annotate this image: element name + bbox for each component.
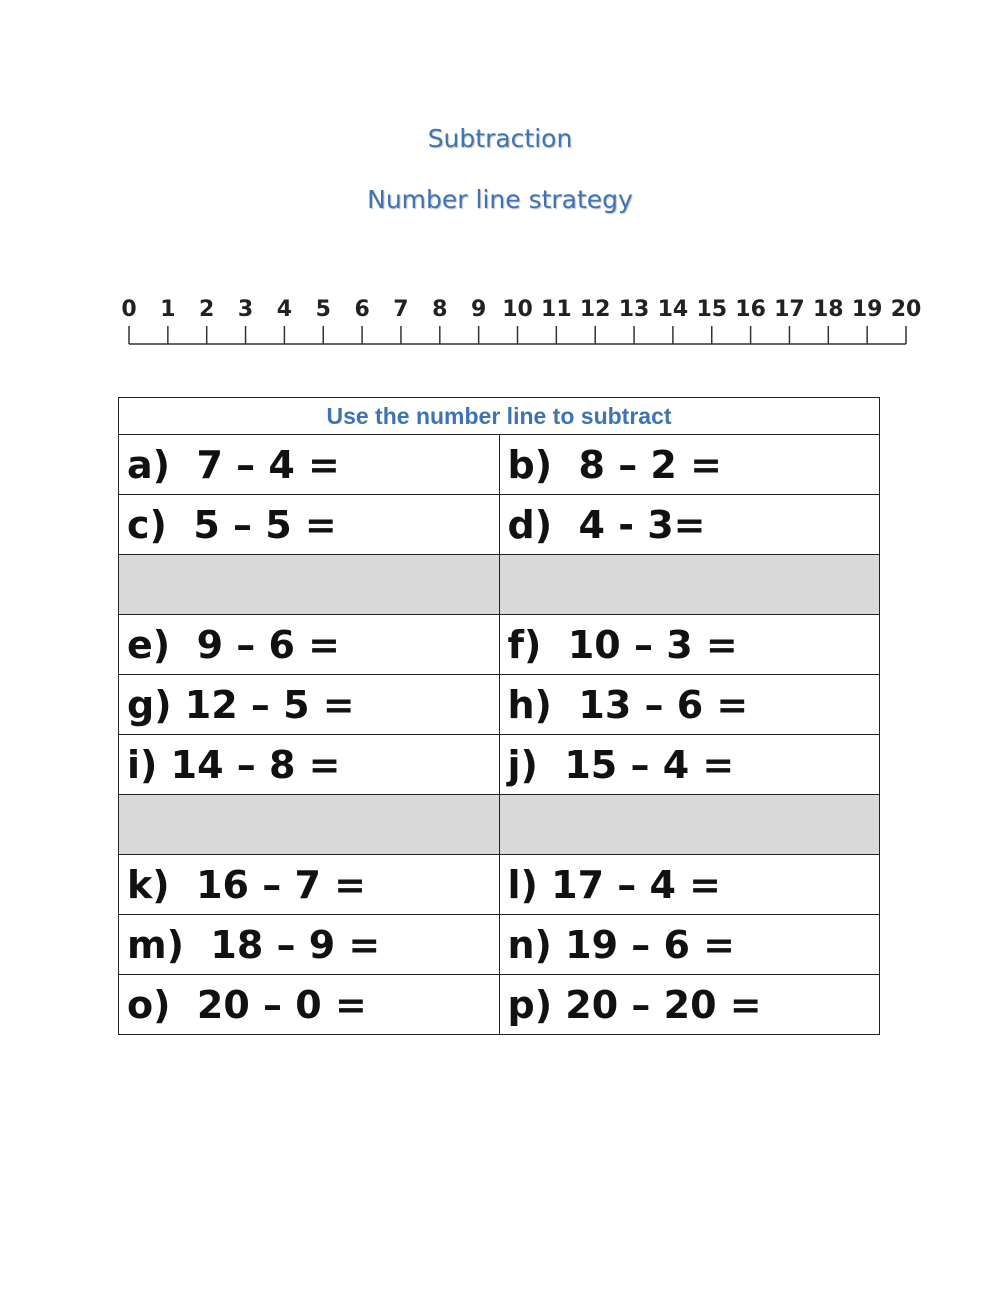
number-line-label: 19 [851, 297, 883, 322]
number-line-label: 5 [315, 297, 331, 322]
number-line [0, 0, 1000, 360]
problem-cell[interactable]: b) 8 – 2 = [499, 435, 880, 495]
problem-row [119, 735, 880, 795]
subtraction-table [118, 397, 880, 1035]
number-line-label: 3 [237, 297, 254, 322]
problem-cell[interactable]: c) 5 – 5 = [119, 495, 500, 555]
number-line-label: 18 [812, 297, 844, 322]
problem-row [119, 495, 880, 555]
number-line-label: 14 [657, 297, 689, 322]
problem-row [119, 615, 880, 675]
spacer-cell [499, 795, 880, 855]
page-title: Subtraction [427, 124, 573, 153]
problem-cell[interactable]: j) 15 – 4 = [499, 735, 880, 795]
page-subtitle: Number line strategy [367, 185, 633, 214]
spacer-cell [119, 795, 500, 855]
problem-cell[interactable]: i) 14 – 8 = [119, 735, 500, 795]
problem-row [119, 915, 880, 975]
number-line-label: 4 [276, 297, 293, 322]
problem-cell[interactable]: e) 9 – 6 = [119, 615, 500, 675]
table-header-row [119, 398, 880, 435]
number-line-label: 17 [774, 297, 805, 322]
problem-cell[interactable]: g) 12 – 5 = [119, 675, 500, 735]
number-line-label: 0 [121, 297, 137, 322]
spacer-cell [499, 555, 880, 615]
problem-cell[interactable]: l) 17 – 4 = [499, 855, 880, 915]
problem-cell[interactable]: n) 19 – 6 = [499, 915, 880, 975]
spacer-row [119, 795, 880, 855]
problem-cell[interactable]: f) 10 – 3 = [499, 615, 880, 675]
problem-cell[interactable]: p) 20 – 20 = [499, 975, 880, 1035]
problem-cell[interactable]: h) 13 – 6 = [499, 675, 880, 735]
problem-cell[interactable]: a) 7 – 4 = [119, 435, 500, 495]
number-line-label: 8 [432, 297, 448, 322]
number-line-label: 10 [502, 297, 533, 322]
number-line-label: 15 [696, 297, 728, 322]
problem-cell[interactable]: k) 16 – 7 = [119, 855, 500, 915]
number-line-label: 6 [354, 297, 370, 322]
spacer-row [119, 555, 880, 615]
problem-row [119, 975, 880, 1035]
number-line-label: 7 [393, 297, 409, 322]
number-line-label: 13 [618, 297, 650, 322]
number-line-label: 9 [470, 297, 487, 322]
problem-row [119, 675, 880, 735]
problem-cell[interactable]: m) 18 – 9 = [119, 915, 500, 975]
number-line-label: 1 [160, 297, 176, 322]
number-line-label: 2 [199, 297, 215, 322]
number-line-label: 16 [735, 297, 766, 322]
spacer-cell [119, 555, 500, 615]
number-line-label: 20 [890, 297, 922, 322]
number-line-label: 11 [541, 297, 572, 322]
problem-cell[interactable]: d) 4 - 3= [499, 495, 880, 555]
problem-row [119, 435, 880, 495]
number-line-label: 12 [579, 297, 611, 322]
table-header: Use the number line to subtract [119, 398, 880, 435]
problem-row [119, 855, 880, 915]
problem-cell[interactable]: o) 20 – 0 = [119, 975, 500, 1035]
